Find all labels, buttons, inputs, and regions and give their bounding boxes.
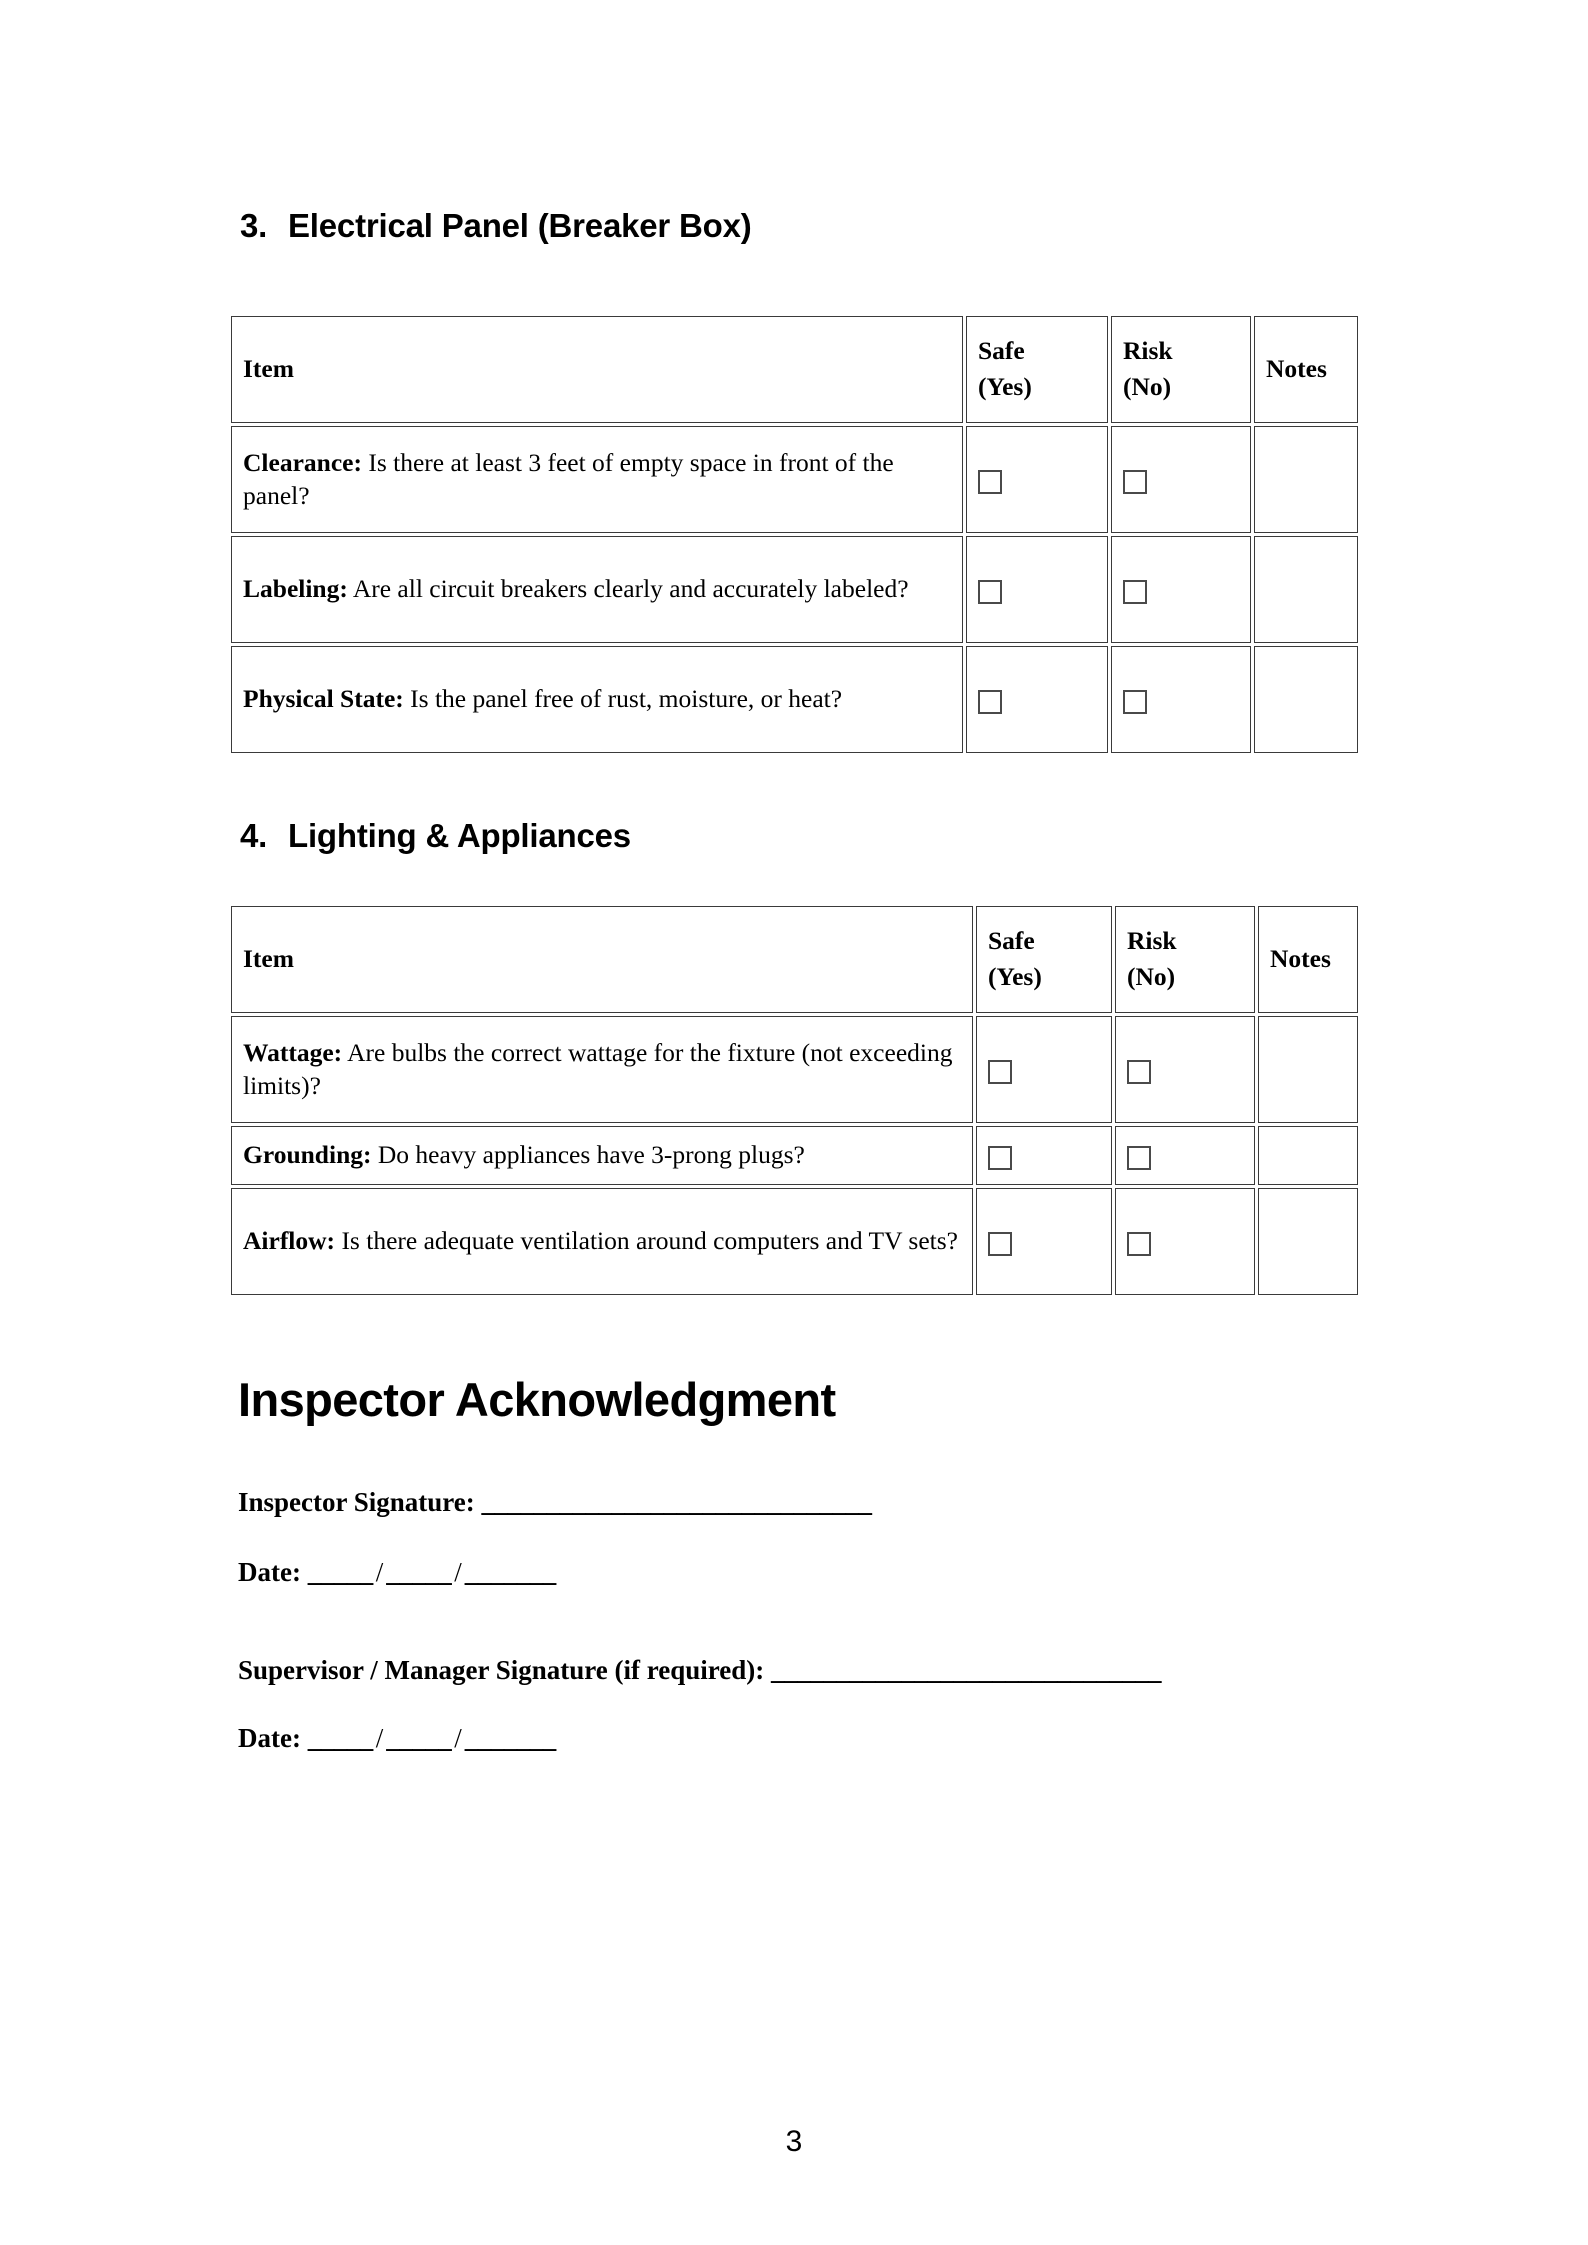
column-header-item: Item xyxy=(231,906,973,1013)
column-header-risk-line1: Risk xyxy=(1123,335,1173,365)
supervisor-date-day-rule[interactable]: _____ xyxy=(307,1723,373,1753)
item-cell-physical-state xyxy=(231,646,963,753)
safe-checkbox-cell-labeling[interactable] xyxy=(966,536,1108,643)
item-label: Grounding: xyxy=(243,1140,372,1170)
checklist-table-lighting-appliances xyxy=(228,903,1361,1298)
safe-checkbox-cell-grounding[interactable] xyxy=(976,1126,1112,1185)
item-label: Clearance: xyxy=(243,447,362,477)
safe-checkbox-cell-airflow[interactable] xyxy=(976,1188,1112,1295)
notes-cell-wattage[interactable] xyxy=(1258,1016,1358,1123)
item-text: Is the panel free of rust, moisture, or heat? xyxy=(403,684,843,714)
risk-checkbox-cell-wattage[interactable] xyxy=(1115,1016,1255,1123)
table-row xyxy=(231,426,1358,533)
item-text: Is there adequate ventilation around computers and TV sets? xyxy=(335,1226,958,1256)
item-label: Airflow: xyxy=(243,1226,336,1256)
column-header-safe-line2: (Yes) xyxy=(978,372,1032,401)
date-separator: / xyxy=(454,1557,462,1587)
supervisor-date-line xyxy=(238,1723,556,1754)
risk-checkbox-cell-airflow[interactable] xyxy=(1115,1188,1255,1295)
supervisor-date-label: Date: xyxy=(238,1723,301,1753)
section-number: 3. xyxy=(240,207,268,244)
risk-checkbox[interactable] xyxy=(1127,1146,1151,1170)
safe-checkbox[interactable] xyxy=(978,470,1002,494)
column-header-safe xyxy=(976,906,1112,1013)
item-cell-clearance xyxy=(231,426,963,533)
item-cell-grounding xyxy=(231,1126,973,1185)
item-label: Physical State: xyxy=(243,684,404,714)
page-number: 3 xyxy=(785,2125,803,2158)
item-cell-wattage xyxy=(231,1016,973,1123)
inspector-date-day-rule[interactable]: _____ xyxy=(307,1557,373,1587)
supervisor-date-month-rule[interactable]: _____ xyxy=(386,1723,452,1753)
safe-checkbox[interactable] xyxy=(988,1232,1012,1256)
checklist-table-electrical-panel xyxy=(228,313,1361,756)
risk-checkbox-cell-physical-state[interactable] xyxy=(1111,646,1251,753)
section-title: Lighting & Appliances xyxy=(288,817,631,854)
column-header-item: Item xyxy=(231,316,963,423)
table-row xyxy=(231,1016,1358,1123)
column-header-risk-line2: (No) xyxy=(1123,372,1172,401)
notes-cell-labeling[interactable] xyxy=(1254,536,1358,643)
item-label: Wattage: xyxy=(243,1037,343,1067)
risk-checkbox-cell-clearance[interactable] xyxy=(1111,426,1251,533)
risk-checkbox-cell-labeling[interactable] xyxy=(1111,536,1251,643)
safe-checkbox-cell-physical-state[interactable] xyxy=(966,646,1108,753)
column-header-safe-line2: (Yes) xyxy=(988,962,1042,991)
safe-checkbox-cell-wattage[interactable] xyxy=(976,1016,1112,1123)
notes-cell-airflow[interactable] xyxy=(1258,1188,1358,1295)
supervisor-signature-label: Supervisor / Manager Signature (if required): xyxy=(238,1655,765,1685)
risk-checkbox[interactable] xyxy=(1123,690,1147,714)
column-header-risk xyxy=(1115,906,1255,1013)
safe-checkbox[interactable] xyxy=(978,580,1002,604)
column-header-safe-line1: Safe xyxy=(988,925,1035,955)
inspector-date-month-rule[interactable]: _____ xyxy=(386,1557,452,1587)
safe-checkbox[interactable] xyxy=(988,1146,1012,1170)
inspector-signature-label: Inspector Signature: xyxy=(238,1487,475,1517)
column-header-safe xyxy=(966,316,1108,423)
table-row xyxy=(231,646,1358,753)
inspector-date-year-rule[interactable]: _______ xyxy=(464,1557,556,1587)
notes-cell-grounding[interactable] xyxy=(1258,1126,1358,1185)
notes-cell-clearance[interactable] xyxy=(1254,426,1358,533)
inspector-signature-rule[interactable]: ______________________________ xyxy=(481,1487,872,1517)
risk-checkbox[interactable] xyxy=(1123,470,1147,494)
table-row xyxy=(231,536,1358,643)
column-header-risk xyxy=(1111,316,1251,423)
safe-checkbox[interactable] xyxy=(988,1060,1012,1084)
risk-checkbox-cell-grounding[interactable] xyxy=(1115,1126,1255,1185)
risk-checkbox[interactable] xyxy=(1123,580,1147,604)
column-header-risk-line2: (No) xyxy=(1127,962,1176,991)
item-text: Do heavy appliances have 3-prong plugs? xyxy=(371,1140,805,1170)
column-header-safe-line1: Safe xyxy=(978,335,1025,365)
item-text: Are all circuit breakers clearly and accurately labeled? xyxy=(347,574,909,604)
column-header-notes: Notes xyxy=(1258,906,1358,1013)
date-separator: / xyxy=(375,1723,384,1753)
item-cell-labeling xyxy=(231,536,963,643)
supervisor-signature-line xyxy=(238,1655,1161,1686)
section-heading-lighting-appliances xyxy=(240,817,631,855)
date-separator: / xyxy=(454,1723,462,1753)
table-header-row xyxy=(231,316,1358,423)
item-cell-airflow xyxy=(231,1188,973,1295)
table-row xyxy=(231,1188,1358,1295)
notes-cell-physical-state[interactable] xyxy=(1254,646,1358,753)
acknowledgment-heading: Inspector Acknowledgment xyxy=(238,1373,836,1426)
section-heading-electrical-panel xyxy=(240,207,752,245)
supervisor-signature-rule[interactable]: ______________________________ xyxy=(771,1655,1161,1685)
risk-checkbox[interactable] xyxy=(1127,1060,1151,1084)
section-title: Electrical Panel (Breaker Box) xyxy=(288,207,752,244)
risk-checkbox[interactable] xyxy=(1127,1232,1151,1256)
table-row xyxy=(231,1126,1358,1185)
inspector-signature-line xyxy=(238,1487,872,1518)
inspector-date-line xyxy=(238,1557,556,1588)
item-text: Is there at least 3 feet of empty space in front of the panel? xyxy=(243,447,894,510)
item-text: Are bulbs the correct wattage for the fixture (not exceeding limits)? xyxy=(243,1037,953,1100)
safe-checkbox[interactable] xyxy=(978,690,1002,714)
date-separator: / xyxy=(375,1557,384,1587)
section-number: 4. xyxy=(240,817,268,854)
column-header-notes: Notes xyxy=(1254,316,1358,423)
inspector-date-label: Date: xyxy=(238,1557,301,1587)
supervisor-date-year-rule[interactable]: _______ xyxy=(464,1723,556,1753)
table-header-row xyxy=(231,906,1358,1013)
item-label: Labeling: xyxy=(243,574,348,604)
column-header-risk-line1: Risk xyxy=(1127,925,1177,955)
safe-checkbox-cell-clearance[interactable] xyxy=(966,426,1108,533)
